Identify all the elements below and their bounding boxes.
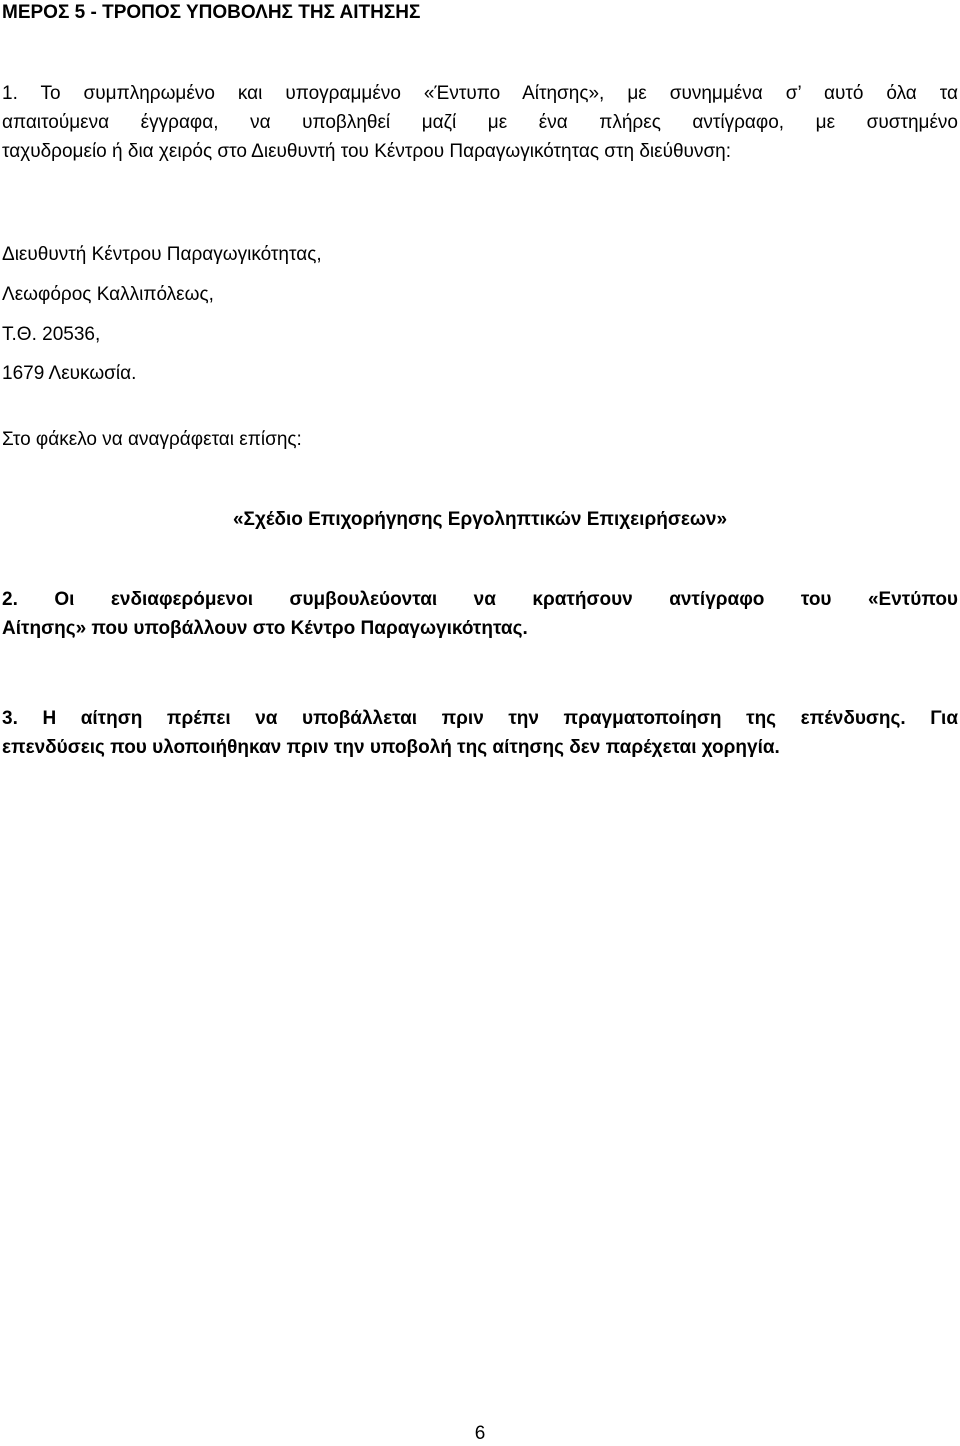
item-2-number: 2. xyxy=(2,589,18,610)
address-line-1: Διευθυντή Κέντρου Παραγωγικότητας, xyxy=(2,244,322,265)
item-2-line-2: Αίτησης» που υποβάλλουν στο Κέντρο Παραγωγικότητας. xyxy=(2,618,528,639)
item-1-line-3: ταχυδρομείο ή δια χειρός στο Διευθυντή του Κέντρου Παραγωγικότητας στη διεύθυνση: xyxy=(2,141,732,162)
page-number: 6 xyxy=(474,1423,486,1444)
item-1-paragraph xyxy=(2,79,958,166)
item-3-line-2: επενδύσεις που υλοποιήθηκαν πριν την υποβολή της αίτησης δεν παρέχεται χορηγία. xyxy=(2,737,780,758)
item-3-paragraph xyxy=(2,704,958,762)
section-heading: ΜΕΡΟΣ 5 - ΤΡΟΠΟΣ ΥΠΟΒΟΛΗΣ ΤΗΣ ΑΙΤΗΣΗΣ xyxy=(2,2,421,23)
item-2-paragraph xyxy=(2,585,958,643)
item-1-line-2: απαιτούμενα έγγραφα, να υποβληθεί μαζί με ένα πλήρες αντίγραφο, με συστημένο xyxy=(2,112,958,133)
item-2-line-1-text: Οι ενδιαφερόμενοι συμβουλεύονται να κρατήσουν αντίγραφο του «Εντύπου xyxy=(54,589,958,610)
item-2-line-1 xyxy=(2,585,958,614)
address-line-2: Λεωφόρος Καλλιπόλεως, xyxy=(2,284,214,305)
item-3-line-1 xyxy=(2,704,958,733)
address-line-4: 1679 Λευκωσία. xyxy=(2,363,137,384)
item-3-line-1-text: Η αίτηση πρέπει να υποβάλλεται πριν την πραγματοποίηση της επένδυσης. Για xyxy=(42,708,959,729)
scheme-title: «Σχέδιο Επιχορήγησης Εργοληπτικών Επιχειρήσεων» xyxy=(232,509,728,530)
item-1-line-1: 1. Το συμπληρωμένο και υπογραμμένο «Έντυπο Αίτησης», με συνημμένα σ’ αυτό όλα τα xyxy=(2,83,958,104)
item-3-number: 3. xyxy=(2,708,18,729)
envelope-note: Στο φάκελο να αναγράφεται επίσης: xyxy=(2,429,302,450)
address-line-3: Τ.Θ. 20536, xyxy=(2,324,101,345)
